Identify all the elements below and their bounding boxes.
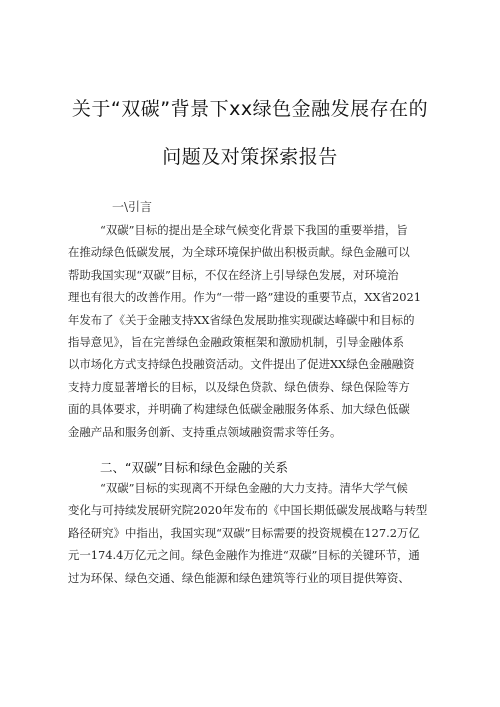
- paragraph-line: 金融产品和服务创新、支持重点领域融资需求等任务。: [68, 424, 342, 439]
- paragraph-line: 路径研究》中指出，我国实现“双碳”目标需要的投资规模在127.2万亿: [68, 525, 420, 540]
- paragraph-line: 支持力度显著增长的目标，以及绿色贷款、绿色债券、绿色保险等方: [68, 379, 410, 394]
- paragraph-line: 年发布了《关于金融支持XX省绿色发展助推实现碳达峰碳中和目标的: [68, 312, 415, 327]
- paragraph-line: 理也有很大的改善作用。作为“一带一路”建设的重要节点，XX省2021: [68, 290, 422, 305]
- paragraph-line: “双碳”目标的提出是全球气候变化背景下我国的重要举措，旨: [100, 223, 408, 237]
- paragraph-line: 面的具体要求，并明确了构建绿色低碳金融服务体系、加大绿色低碳: [68, 402, 410, 417]
- paragraph-relationship: [68, 477, 440, 589]
- document-title-line-2: 问题及对策探索报告: [162, 146, 338, 168]
- paragraph-line: 以市场化方式支持绿色投融资活动。文件提出了促进XX绿色金融融资: [68, 357, 415, 372]
- section-2-heading: 二、“双碳”目标和绿色金融的关系: [100, 460, 288, 475]
- paragraph-line: 变化与可持续发展研究院2020年发布的《中国长期低碳发展战略与转型: [68, 503, 428, 518]
- paragraph-line: 元一174.4万亿元之间。绿色金融作为推进“双碳”目标的关键环节，通: [68, 548, 420, 563]
- paragraph-line: 在推动绿色低碳发展，为全球环境保护做出积极贡献。绿色金融可以: [68, 245, 410, 260]
- section-1-heading: 一\引言: [112, 200, 153, 214]
- paragraph-introduction: [68, 219, 440, 443]
- paragraph-line: 帮助我国实现“双碳”目标，不仅在经济上引导绿色发展，对环境治: [68, 267, 399, 282]
- document-title-line-1: 关于“双碳”背景下xx绿色金融发展存在的: [71, 98, 429, 120]
- paragraph-line: “双碳”目标的实现离不开绿色金融的大力支持。清华大学气候: [100, 481, 408, 495]
- paragraph-line: 指导意见》，旨在完善绿色金融政策框架和激励机制，引导金融体系: [68, 335, 405, 350]
- paragraph-line: 过为环保、绿色交通、绿色能源和绿色建筑等行业的项目提供筹资、: [68, 570, 410, 585]
